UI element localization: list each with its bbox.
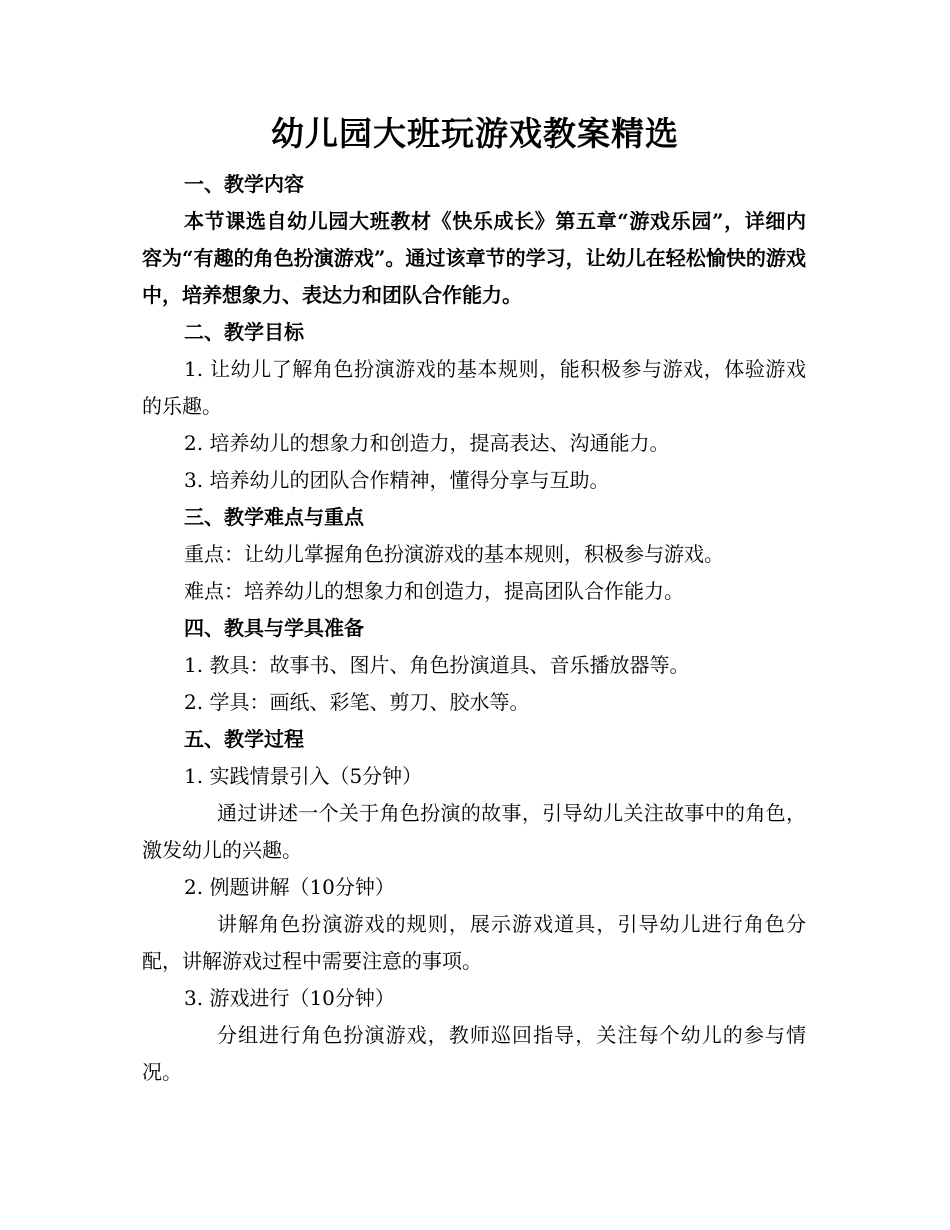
section-heading-materials: 四、教具与学具准备 bbox=[184, 616, 364, 640]
document-title: 幼儿园大班玩游戏教案精选 bbox=[271, 114, 679, 153]
process-step-label: 2. 例题讲解（10分钟） bbox=[184, 875, 395, 899]
section-heading-objectives: 二、教学目标 bbox=[184, 320, 304, 344]
objective-item: 2. 培养幼儿的想象力和创造力，提高表达、沟通能力。 bbox=[184, 431, 670, 455]
section-heading-key-points: 三、教学难点与重点 bbox=[184, 505, 364, 529]
section-heading-process: 五、教学过程 bbox=[184, 727, 304, 751]
materials-item: 1. 教具：故事书、图片、角色扮演道具、音乐播放器等。 bbox=[184, 653, 690, 677]
section-heading-content: 一、教学内容 bbox=[184, 172, 304, 196]
process-step-label: 3. 游戏进行（10分钟） bbox=[184, 986, 395, 1010]
process-step-description: 通过讲述一个关于角色扮演的故事，引导幼儿关注故事中的角色，激发幼儿的兴趣。 bbox=[142, 801, 806, 862]
objective-item: 3. 培养幼儿的团队合作精神，懂得分享与互助。 bbox=[184, 468, 610, 492]
materials-item: 2. 学具：画纸、彩笔、剪刀、胶水等。 bbox=[184, 690, 530, 714]
objective-item: 1. 让幼儿了解角色扮演游戏的基本规则，能积极参与游戏，体验游戏的乐趣。 bbox=[142, 357, 806, 418]
process-step-label: 1. 实践情景引入（5分钟） bbox=[184, 764, 423, 788]
key-point: 重点：让幼儿掌握角色扮演游戏的基本规则，积极参与游戏。 bbox=[184, 542, 724, 566]
document-body bbox=[142, 166, 806, 1091]
process-step-description: 分组进行角色扮演游戏，教师巡回指导，关注每个幼儿的参与情况。 bbox=[142, 1023, 806, 1084]
content-paragraph: 本节课选自幼儿园大班教材《快乐成长》第五章“游戏乐园”，详细内容为“有趣的角色扮演游戏”。通过该章节的学习，让幼儿在轻松愉快的游戏中，培养想象力、表达力和团队合作能力。 bbox=[142, 209, 806, 307]
difficulty-point: 难点：培养幼儿的想象力和创造力，提高团队合作能力。 bbox=[184, 579, 684, 603]
process-step-description: 讲解角色扮演游戏的规则，展示游戏道具，引导幼儿进行角色分配，讲解游戏过程中需要注意的事项。 bbox=[142, 912, 806, 973]
